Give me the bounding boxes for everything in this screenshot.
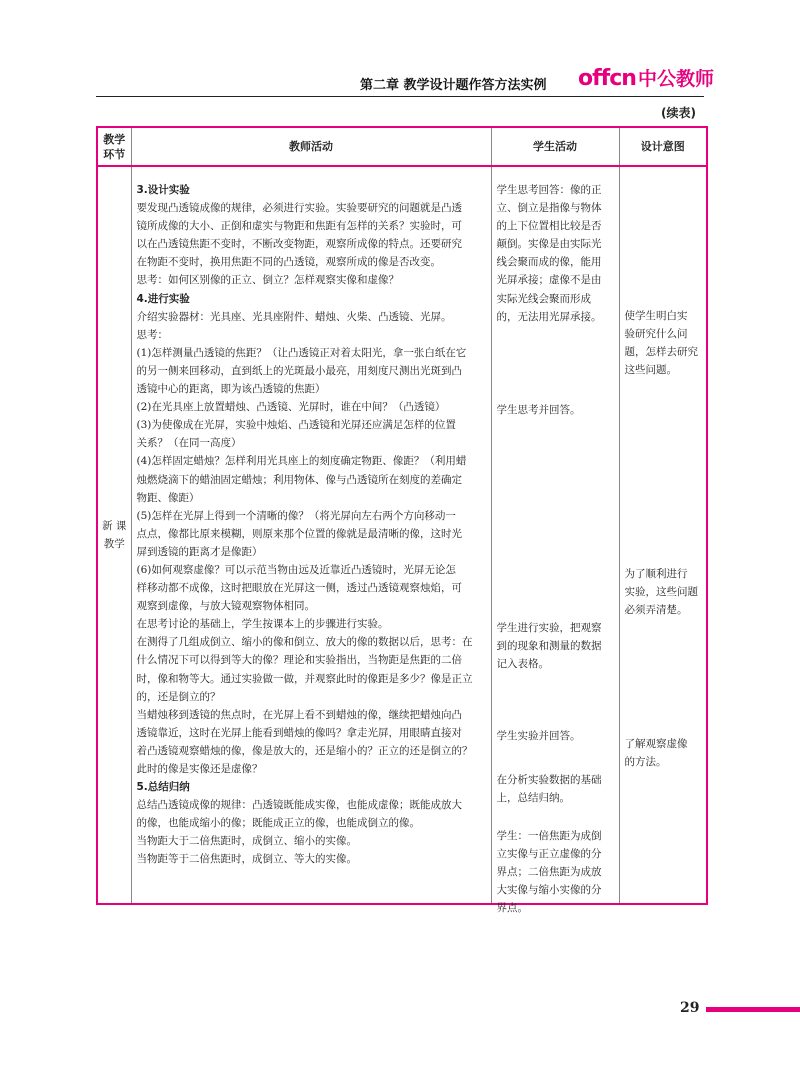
teacher-text xyxy=(137,181,487,869)
header-divider xyxy=(96,96,704,97)
block-line: 学生实验并回答。 xyxy=(496,730,581,742)
teacher-line: (2)在光具座上放置蜡烛、凸透镜、光屏时，谁在中间？（凸透镜） xyxy=(136,401,446,414)
teacher-line: 关系？（在同一高度） xyxy=(136,437,242,450)
teacher-line: 透镜中心的距离，即为该凸透镜的焦距） xyxy=(136,383,326,396)
student-block xyxy=(497,181,615,326)
stage-line: 教学 xyxy=(103,538,125,550)
student-block xyxy=(497,619,615,673)
teacher-activity-cell xyxy=(131,166,491,904)
table-row xyxy=(97,166,707,904)
block-line: 的方法。 xyxy=(624,756,667,769)
teacher-line: 着凸透镜观察蜡烛的像，像是放大的，还是缩小的？正立的还是倒立的？ xyxy=(136,744,473,757)
block-line: 验研究什么问 xyxy=(624,328,688,341)
teacher-line: (4)怎样固定蜡烛？怎样利用光具座上的刻度确定物距、像距？（利用蜡 xyxy=(136,455,467,468)
teacher-line: 屏到透镜的距离才是像距） xyxy=(136,545,263,558)
teacher-line: 物距、像距） xyxy=(136,491,200,504)
intent-block xyxy=(625,307,703,379)
block-line: 到的现象和测量的数据 xyxy=(496,640,602,653)
col-header-teacher: 教师活动 xyxy=(131,127,491,166)
teacher-line: 5.总结归纳 xyxy=(136,781,190,794)
block-line: 颠倒。实像是由实际光 xyxy=(496,238,602,251)
teacher-line: 透镜靠近，这时在光屏上能看到蜡烛的像吗？拿走光屏，用眼睛直接对 xyxy=(136,726,462,739)
design-intent-cell xyxy=(619,166,707,904)
teacher-line: 介绍实验器材：光具座、光具座附件、蜡烛、火柴、凸透镜、光屏。 xyxy=(136,310,452,323)
teacher-line: 总结凸透镜成像的规律：凸透镜既能成实像，也能成虚像；既能成放大 xyxy=(136,799,462,812)
block-line: 为了顺利进行 xyxy=(624,568,688,580)
block-line: 使学生明白实 xyxy=(624,310,688,322)
teacher-line: 在思考讨论的基础上，学生按课本上的步骤进行实验。 xyxy=(136,618,389,631)
student-block xyxy=(497,827,615,917)
teacher-line: 思考：如何区别像的正立、倒立？怎样观察实像和虚像？ xyxy=(136,274,399,287)
block-line: 的，无法用光屏承接。 xyxy=(496,310,602,323)
block-line: 了解观察虚像 xyxy=(624,738,688,750)
teacher-line: 的，还是倒立的？ xyxy=(136,690,221,703)
teacher-line: 观察到虚像，与放大镜观察物体相同。 xyxy=(136,600,315,613)
block-line: 大实像与缩小实像的分 xyxy=(496,884,602,897)
teacher-line: 镜所成像的大小、正倒和虚实与物距和焦距有怎样的关系？实验时，可 xyxy=(136,220,462,233)
offcn-logo xyxy=(578,64,714,91)
block-line: 这些问题。 xyxy=(624,364,677,377)
teacher-line: (5)怎样在光屏上得到一个清晰的像？（将光屏向左右两个方向移动一 xyxy=(136,509,456,522)
page-header xyxy=(0,64,800,104)
teacher-line: 思考： xyxy=(136,328,168,341)
teacher-line: 当物距大于二倍焦距时，成倒立、缩小的实像。 xyxy=(136,835,357,848)
block-line: 上，总结归纳。 xyxy=(496,792,570,805)
teacher-line: 在物距不变时，换用焦距不同的凸透镜，观察所成的像是否改变。 xyxy=(136,256,441,269)
table-header-row xyxy=(97,127,707,166)
lesson-plan-table xyxy=(96,126,708,915)
teacher-line: 在测得了几组成倒立、缩小的像和倒立、放大的像的数据以后，思考：在 xyxy=(136,636,473,649)
teacher-line: 当物距等于二倍焦距时，成倒立、等大的实像。 xyxy=(136,853,357,866)
teacher-line: 的像，也能成缩小的像；既能成正立的像，也能成倒立的像。 xyxy=(136,817,420,830)
teacher-line: 3.设计实验 xyxy=(136,184,190,196)
block-line: 界点；二倍焦距为成放 xyxy=(496,866,602,879)
col-header-student: 学生活动 xyxy=(491,127,619,166)
teacher-line: 以在凸透镜焦距不变时，不断改变物距，观察所成像的特点。还要研究 xyxy=(136,238,462,251)
col-header-intent: 设计意图 xyxy=(619,127,707,166)
block-line: 立实像与正立虚像的分 xyxy=(496,848,602,861)
continued-label: (续表) xyxy=(661,106,696,120)
block-line: 记入表格。 xyxy=(496,658,549,671)
logo-cn: 中公教师 xyxy=(637,68,714,90)
page-number: 29 xyxy=(680,1000,700,1016)
block-line: 学生思考回答：像的正 xyxy=(496,184,602,196)
block-line: 学生：一倍焦距为成倒 xyxy=(496,830,602,842)
block-line: 题，怎样去研究 xyxy=(624,346,698,359)
stage-cell xyxy=(97,166,131,904)
block-line: 界点。 xyxy=(496,902,528,915)
teacher-line: 烛燃烧滴下的蜡油固定蜡烛；利用物体、像与凸透镜所在刻度的差确定 xyxy=(136,473,462,486)
teacher-line: 当蜡烛移到透镜的焦点时，在光屏上看不到蜡烛的像，继续把蜡烛向凸 xyxy=(136,708,462,721)
teacher-line: (3)为使像成在光屏，实验中烛焰、凸透镜和光屏还应满足怎样的位置 xyxy=(136,419,456,432)
teacher-line: 样移动都不成像，这时把眼放在光屏这一侧，透过凸透镜观察烛焰，可 xyxy=(136,582,462,595)
teacher-line: 要发现凸透镜成像的规律，必须进行实验。实验要研究的问题就是凸透 xyxy=(136,202,462,215)
block-line: 线会聚而成的像，能用 xyxy=(496,256,602,269)
teacher-line: (6)如何观察虚像？可以示范当物由远及近靠近凸透镜时，光屏无论怎 xyxy=(136,563,456,576)
chapter-title: 第二章 教学设计题作答方法实例 xyxy=(360,78,547,93)
block-line: 学生进行实验，把观察 xyxy=(496,622,602,634)
teacher-line: 时，像和物等大。通过实验做一做，并观察此时的像距是多少？像是正立 xyxy=(136,672,473,685)
block-line: 立、倒立是指像与物体 xyxy=(496,202,602,215)
block-line: 实验，这些问题 xyxy=(624,586,698,599)
student-block xyxy=(497,727,615,745)
page-accent-bar xyxy=(706,1007,800,1012)
student-activity-cell xyxy=(491,166,619,915)
block-line: 必须弄清楚。 xyxy=(624,604,688,617)
teacher-line: 此时的像是实像还是虚像？ xyxy=(136,763,263,775)
teacher-line: 什么情况下可以得到等大的像？理论和实验指出，当物距是焦距的二倍 xyxy=(136,654,462,667)
teacher-line: (1)怎样测量凸透镜的焦距？（让凸透镜正对着太阳光，拿一张白纸在它 xyxy=(136,346,467,359)
student-block xyxy=(497,771,615,807)
teacher-line: 的另一侧来回移动，直到纸上的光斑最小最亮，用刻度尺测出光斑到凸 xyxy=(136,364,462,377)
block-line: 的上下位置相比较是否 xyxy=(496,220,602,233)
intent-block xyxy=(625,735,703,771)
teacher-line: 4.进行实验 xyxy=(136,292,190,305)
intent-block xyxy=(625,565,703,619)
teacher-line: 点点，像都比原来模糊，则原来那个位置的像就是最清晰的像，这时光 xyxy=(136,527,462,540)
student-block xyxy=(497,401,615,419)
block-line: 实际光线会聚而形成 xyxy=(496,292,591,305)
block-line: 光屏承接；虚像不是由 xyxy=(496,274,602,287)
col-header-stage: 教学环节 xyxy=(97,127,131,166)
logo-en: offcn xyxy=(578,66,636,91)
block-line: 学生思考并回答。 xyxy=(496,404,581,416)
stage-line: 新 课 xyxy=(102,519,127,532)
block-line: 在分析实验数据的基础 xyxy=(496,774,602,786)
